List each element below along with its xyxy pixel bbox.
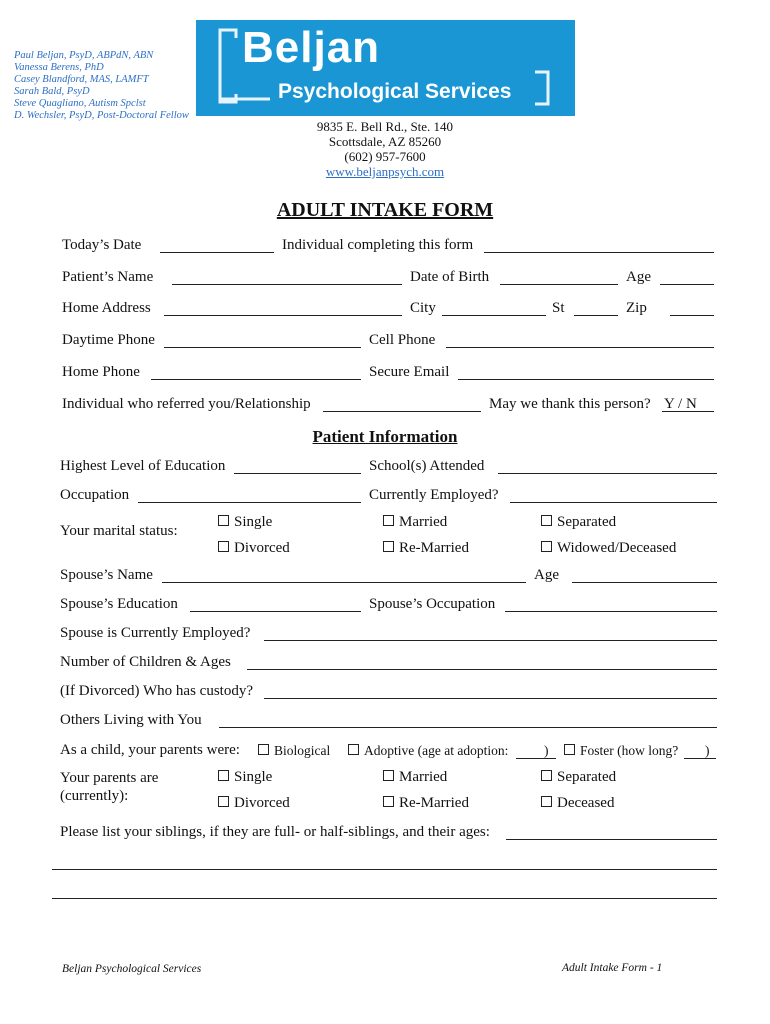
spouse-employed-label: Spouse is Currently Employed? xyxy=(60,625,251,641)
date-of-birth-field[interactable] xyxy=(500,284,618,285)
parents-option-single[interactable]: Single xyxy=(218,768,272,786)
checkbox[interactable] xyxy=(218,770,229,781)
city-field[interactable] xyxy=(442,315,546,316)
state-field[interactable] xyxy=(574,315,618,316)
foster-option[interactable]: Foster (how long? xyxy=(564,743,678,759)
daytime-phone-field[interactable] xyxy=(164,347,361,348)
footer-left: Beljan Psychological Services xyxy=(62,963,202,975)
children-label: Number of Children & Ages xyxy=(60,654,231,670)
secure-email-field[interactable] xyxy=(458,379,714,380)
staff-member: Paul Beljan, PsyD, ABPdN, ABN xyxy=(14,50,154,61)
custody-label: (If Divorced) Who has custody? xyxy=(60,683,253,699)
adoptive-option[interactable]: Adoptive (age at adoption: xyxy=(348,743,508,759)
home-address-field[interactable] xyxy=(164,315,402,316)
staff-member: Steve Quagliano, Autism Spclst xyxy=(14,98,146,109)
parents-option-divorced[interactable]: Divorced xyxy=(218,794,290,812)
age-label: Age xyxy=(626,269,651,285)
schools-field[interactable] xyxy=(498,473,717,474)
marital-status-label: Your marital status: xyxy=(60,523,178,539)
address-city: Scottsdale, AZ 85260 xyxy=(328,134,442,149)
logo-subtitle: Psychological Services xyxy=(278,80,512,103)
adoption-age-field[interactable] xyxy=(516,758,556,759)
home-phone-field[interactable] xyxy=(151,379,361,380)
website-link[interactable]: www.beljanpsych.com xyxy=(325,164,445,179)
address-block xyxy=(285,119,485,179)
parents-are-line2: (currently): xyxy=(60,788,129,804)
address-phone: (602) 957-7600 xyxy=(344,149,426,164)
home-address-label: Home Address xyxy=(62,300,151,316)
parents-are-label xyxy=(60,769,158,805)
spouse-age-label: Age xyxy=(534,567,559,583)
patient-info-heading: Patient Information xyxy=(312,427,458,446)
marital-option-remarried[interactable]: Re-Married xyxy=(383,539,469,557)
checkbox[interactable] xyxy=(218,796,229,807)
checkbox[interactable] xyxy=(383,541,394,552)
marital-option-widowed[interactable]: Widowed/Deceased xyxy=(541,539,676,557)
spouse-age-field[interactable] xyxy=(572,582,717,583)
others-living-field[interactable] xyxy=(219,727,717,728)
spouse-occupation-label: Spouse’s Occupation xyxy=(369,596,496,612)
adoptive-close-paren: ) xyxy=(544,743,549,758)
siblings-label: Please list your siblings, if they are full- or half-siblings, and their ages: xyxy=(60,824,490,840)
marital-option-divorced[interactable]: Divorced xyxy=(218,539,290,557)
checkbox[interactable] xyxy=(541,515,552,526)
currently-employed-label: Currently Employed? xyxy=(369,487,499,503)
checkbox[interactable] xyxy=(348,744,359,755)
checkbox[interactable] xyxy=(541,541,552,552)
occupation-label: Occupation xyxy=(60,487,130,503)
siblings-field-line-2[interactable] xyxy=(52,869,717,870)
staff-list xyxy=(14,50,189,122)
todays-date-label: Today’s Date xyxy=(62,237,142,253)
spouse-education-label: Spouse’s Education xyxy=(60,596,178,612)
spouse-employed-field[interactable] xyxy=(264,640,717,641)
checkbox[interactable] xyxy=(564,744,575,755)
todays-date-field[interactable] xyxy=(160,252,274,253)
logo-name: Beljan xyxy=(242,23,381,72)
siblings-field-line-3[interactable] xyxy=(52,898,717,899)
parents-option-remarried[interactable]: Re-Married xyxy=(383,794,469,812)
checkbox[interactable] xyxy=(541,770,552,781)
company-logo xyxy=(196,20,575,116)
yes-no-option[interactable]: Y / N xyxy=(664,396,697,412)
foster-close-paren: ) xyxy=(705,743,710,758)
state-label: St xyxy=(552,300,565,316)
currently-employed-field[interactable] xyxy=(510,502,717,503)
parents-option-deceased[interactable]: Deceased xyxy=(541,794,614,812)
patients-name-field[interactable] xyxy=(172,284,402,285)
cell-phone-field[interactable] xyxy=(446,347,714,348)
checkbox[interactable] xyxy=(258,744,269,755)
spouse-name-label: Spouse’s Name xyxy=(60,567,153,583)
marital-option-separated[interactable]: Separated xyxy=(541,513,616,531)
foster-duration-field[interactable] xyxy=(684,758,716,759)
marital-option-married[interactable]: Married xyxy=(383,513,447,531)
checkbox[interactable] xyxy=(218,541,229,552)
referred-by-label: Individual who referred you/Relationship xyxy=(62,396,311,412)
schools-label: School(s) Attended xyxy=(369,458,485,474)
parents-are-line1: Your parents are xyxy=(60,770,159,786)
staff-member: D. Wechsler, PsyD, Post-Doctoral Fellow xyxy=(14,110,189,121)
checkbox[interactable] xyxy=(383,515,394,526)
education-label: Highest Level of Education xyxy=(60,458,226,474)
checkbox[interactable] xyxy=(383,770,394,781)
marital-option-single[interactable]: Single xyxy=(218,513,272,531)
zip-field[interactable] xyxy=(670,315,714,316)
secure-email-label: Secure Email xyxy=(369,364,450,380)
occupation-field[interactable] xyxy=(138,502,361,503)
daytime-phone-label: Daytime Phone xyxy=(62,332,155,348)
date-of-birth-label: Date of Birth xyxy=(410,269,490,285)
referred-by-field[interactable] xyxy=(323,411,481,412)
cell-phone-label: Cell Phone xyxy=(369,332,436,348)
staff-member: Casey Blandford, MAS, LAMFT xyxy=(14,74,149,85)
education-field[interactable] xyxy=(234,473,361,474)
spouse-occupation-field[interactable] xyxy=(505,611,717,612)
checkbox[interactable] xyxy=(218,515,229,526)
individual-completing-field[interactable] xyxy=(484,252,714,253)
checkbox[interactable] xyxy=(541,796,552,807)
spouse-name-field[interactable] xyxy=(162,582,526,583)
home-phone-label: Home Phone xyxy=(62,364,140,380)
children-field[interactable] xyxy=(247,669,717,670)
staff-member: Vanessa Berens, PhD xyxy=(14,62,104,73)
footer-right: Adult Intake Form - 1 xyxy=(562,962,663,974)
patients-name-label: Patient’s Name xyxy=(62,269,154,285)
spouse-education-field[interactable] xyxy=(190,611,361,612)
may-we-thank-label: May we thank this person? xyxy=(489,396,651,412)
form-title: ADULT INTAKE FORM xyxy=(276,199,494,221)
age-field[interactable] xyxy=(660,284,714,285)
checkbox[interactable] xyxy=(383,796,394,807)
city-label: City xyxy=(410,300,436,316)
parents-option-married[interactable]: Married xyxy=(383,768,447,786)
individual-completing-label: Individual completing this form xyxy=(282,237,474,253)
parents-were-label: As a child, your parents were: xyxy=(60,742,240,758)
custody-field[interactable] xyxy=(264,698,717,699)
parents-option-separated[interactable]: Separated xyxy=(541,768,616,786)
yes-no-underline xyxy=(662,411,714,412)
siblings-field[interactable] xyxy=(506,839,717,840)
biological-option[interactable]: Biological xyxy=(258,743,330,759)
zip-label: Zip xyxy=(626,300,647,316)
others-living-label: Others Living with You xyxy=(60,712,202,728)
address-street: 9835 E. Bell Rd., Ste. 140 xyxy=(316,119,454,134)
staff-member: Sarah Bald, PsyD xyxy=(14,86,90,97)
